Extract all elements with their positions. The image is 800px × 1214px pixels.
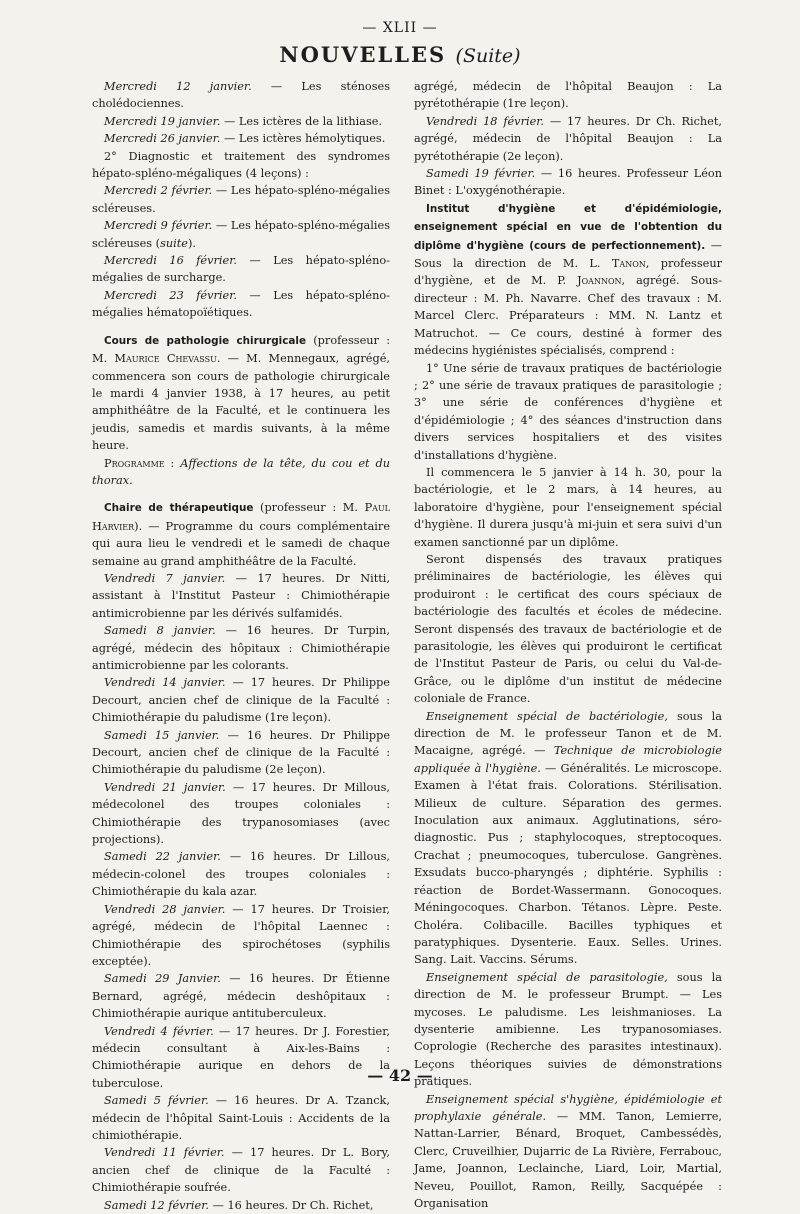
paragraph <box>92 130 390 147</box>
text: Joannon <box>577 274 622 288</box>
paragraph <box>92 727 390 779</box>
date: Vendredi 7 janvier. <box>104 571 226 585</box>
text: Technique de microbiologie appliquée à l'hygiène. <box>414 744 722 775</box>
text: . — M. Mennegaux, agrégé, commencera son cours de pathologie chirurgicale le mardi 4 janvier 1938, à 17 heures, au petit amphithéâtre de la Faculté, et le continuera les jeudis, samedis et mardis suivants, à la même heure. <box>92 352 391 453</box>
text: , agrégé. Sous-directeur : M. Ph. Navarre. Chef des travaux : M. Marcel Clerc. Préparateurs : MM. N. Lantz et Matruchot. — Ce cours, destiné à former des médecins hygiénistes spécialisés, comprend : <box>414 274 723 358</box>
text: — 16 heures. Dr Turpin, agrégé, médecin des hôpitaux : Chimiothérapie antimicrobienne par les colorants. <box>92 624 391 672</box>
paragraph <box>92 848 390 900</box>
text: — 17 heures. Dr Millous, médecolonel des troupes coloniales : Chimiothérapie des trypanosomiases (avec projections). <box>92 780 391 847</box>
date: Mercredi 9 février. <box>104 219 213 233</box>
text: — 17 heures. Dr Ch. Richet, agrégé, médecin de l'hôpital Beaujon : La pyrétothérapie (2e leçon). <box>414 114 722 163</box>
date: Mercredi 19 janvier. <box>104 114 221 128</box>
text: — Les hépato-spléno-mégalies hématopoïétiques. <box>92 288 390 320</box>
text: — 16 heures. Dr Étienne Bernard, agrégé, médecin deshôpitaux : Chimiothérapie aurique antituberculeux. <box>92 972 390 1021</box>
text: ). <box>188 236 196 250</box>
date: Mercredi 26 janvier. <box>104 132 221 146</box>
text: Paul Harvier <box>92 501 390 533</box>
text: — 16 heures. Professeur Léon Binet : L'oxygénothérapie. <box>414 167 722 198</box>
text: — Les hépato-spléno-mégalies scléreuses. <box>92 184 391 215</box>
paragraph <box>92 455 390 490</box>
date: Vendredi 11 février. <box>104 1146 225 1160</box>
paragraph <box>92 287 390 322</box>
paragraph <box>92 779 390 849</box>
right-column <box>414 78 722 1212</box>
date: Vendredi 14 janvier. <box>104 676 226 690</box>
text: ). — Programme du cours complémentaire qui aura lieu le vendredi et le samedi de chaque semaine au grand amphithéâtre de la Faculté. <box>92 519 390 568</box>
text: Enseignement spécial s'hygiène, épidémiologie et prophylaxie générale. <box>414 1092 722 1123</box>
paragraph <box>92 332 390 455</box>
paragraph <box>92 78 390 113</box>
page-number: — 42 — <box>367 1066 433 1085</box>
paragraph <box>92 570 390 622</box>
text: — Les sténoses cholédociennes. <box>92 80 390 111</box>
text: Enseignement spécial de bactériologie, <box>426 709 668 723</box>
text: : <box>164 456 181 470</box>
text: suite <box>160 236 188 250</box>
text: , professeur d'hygiène, et de M. P. <box>414 257 722 288</box>
date: Vendredi 28 janvier. <box>104 902 226 916</box>
date: Samedi 29 Janvier. <box>104 972 221 986</box>
text: — Les ictères de la lithiase. <box>220 114 383 128</box>
date: Vendredi 18 février. <box>426 114 545 128</box>
paragraph <box>414 200 722 360</box>
text: Enseignement spécial de parasitologie, <box>426 970 668 984</box>
section-heading: Cours de pathologie chirurgicale <box>104 334 307 347</box>
date: Mercredi 2 février. <box>104 184 213 198</box>
paragraph <box>92 901 390 971</box>
text: — 17 heures. Dr Nitti, assistant à l'Institut Pasteur : Chimiothérapie antimicrobienne par les dérivés sulfamidés. <box>92 571 390 620</box>
text: — 17 heures. Dr L. Bory, ancien chef de clinique de la Faculté : Chimiothérapie soufrée. <box>92 1146 390 1195</box>
title-suite: (Suite) <box>455 45 521 67</box>
text: — MM. Tanon, Lemierre, Nattan-Larrier, Bénard, Broquet, Cambessédès, Clerc, Cruveilhier, Dujarric de La Rivière, Ferrabouc, Jame, Joannon, Leclainche, Liard, Loir, Martial, Neveu, Pouillot, Ramon, Reilly, Sacquépée : Organisation <box>414 1109 723 1210</box>
paragraph: 1° Une série de travaux pratiques de bactériologie ; 2° une série de travaux pratiques de parasitologie ; 3° une série de conférences d'hygiène et d'épidémiologie ; 4° des séances d'instruction dans divers services hospitaliers et des visites d'installations d'hygiène. <box>414 361 722 462</box>
paragraph <box>92 217 390 252</box>
roman-page-number: — XLII — <box>362 20 438 36</box>
text: sous la direction de M. le professeur Brumpt. — Les mycoses. Le paludisme. Les leishmanioses. La dysenterie amibienne. Les trypanosomiases. Coprologie (Recherche des parasites intestinaux). Leçons théoriques suivies de démonstrations pratiques. <box>414 970 722 1089</box>
paragraph <box>92 674 390 726</box>
date: Mercredi 23 février. <box>104 288 237 302</box>
paragraph: 2° Diagnostic et traitement des syndromes hépato-spléno-mégaliques (4 leçons) : <box>92 149 390 181</box>
text: — Les hépato-spléno-mégalies de surcharge. <box>92 254 390 285</box>
paragraph <box>92 1092 390 1144</box>
text: Programme <box>104 456 165 470</box>
date: Samedi 5 février. <box>104 1094 209 1108</box>
text: — 17 heures. Dr J. Forestier, médecin consultant à Aix-les-Bains : Chimiothérapie aurique en dehors de la tuberculose. <box>92 1024 390 1090</box>
date: Mercredi 12 janvier. <box>104 80 252 93</box>
date: Samedi 15 janvier. <box>104 728 220 742</box>
text: — 16 heures. Dr Ch. Richet, <box>208 1198 374 1212</box>
paragraph <box>92 1144 390 1196</box>
date: Samedi 19 février. <box>426 167 536 181</box>
section-title <box>0 42 800 67</box>
date: Samedi 12 février. <box>104 1198 209 1212</box>
paragraph: agrégé, médecin de l'hôpital Beaujon : La pyrétothérapie (1re leçon). <box>414 80 722 111</box>
paragraph <box>92 499 390 570</box>
paragraph: Il commencera le 5 janvier à 14 h. 30, pour la bactériologie, et le 2 mars, à 14 heures, au laboratoire d'hygiène, pour l'enseignement spécial d'hygiène. Il durera jusqu'à mi-juin et sera suivi d'un examen sanctionné par un diplôme. <box>414 465 722 549</box>
paragraph: Seront dispensés des travaux pratiques préliminaires de bactériologie, les élèves qui produiront : le certificat des cours spéciaux de bactériologie des facultés et écoles de médecine. Seront dispensés des travaux de bactériologie et de parasitologie, les élèves qui produiront le certificat de l'Institut Pasteur de Paris, ou celui du Val-de-Grâce, ou le diplôme d'un institut de médecine coloniale de France. <box>414 552 722 706</box>
date: Mercredi 16 février. <box>104 254 237 268</box>
date: Samedi 22 janvier. <box>104 850 221 864</box>
text: — Les hépato-spléno-mégalies scléreuses ( <box>92 219 391 250</box>
text: sous la direction de M. le professeur Tanon et de M. Macaigne, agrégé. — <box>414 709 723 758</box>
text: — 16 heures. Dr A. Tzanck, médecin de l'hôpital Saint-Louis : Accidents de la chimiothérapie. <box>92 1094 390 1142</box>
text: — Les ictères hémolytiques. <box>220 132 386 146</box>
paragraph <box>414 708 722 969</box>
left-column <box>92 78 390 1214</box>
paragraph <box>414 1091 722 1213</box>
text: — Sous la direction de M. L. <box>414 238 723 271</box>
text: — 17 heures. Dr Philippe Decourt, ancien chef de clinique de la Faculté : Chimiothérapie du paludisme (1re leçon). <box>92 676 390 725</box>
text: Maurice Chevassu <box>114 352 217 366</box>
text: — Généralités. Le microscope. Examen à l'état frais. Colorations. Stérilisation. Milieux de culture. Séparation des germes. Inoculation aux animaux. Agglutinations, séro-diagnostic. Pus ; staphylocoques, streptocoques. Crachat ; pneumocoques, tuberculose. Gangrènes. Exsudats bucco-pharyngés ; diphtérie. Syphilis : réaction de Bordet-Wassermann. Gonocoques. Méningocoques. Charbon. Tétanos. Lèpre. Peste. Choléra. Colibacille. Bacilles typhiques et paratyphiques. Dysenterie. Eaux. Selles. Urines. Sang. Lait. Vaccins. Sérums. <box>414 761 722 967</box>
paragraph <box>92 113 390 130</box>
title-text: NOUVELLES <box>279 42 447 67</box>
paragraph <box>92 970 390 1022</box>
section-heading: Institut d'hygiène et d'épidémiologie, enseignement spécial en vue de l'obtention du diplôme d'hygiène (cours de perfectionnement). <box>414 202 722 252</box>
text: (professeur : M. <box>92 333 390 366</box>
paragraph <box>92 622 390 674</box>
text: (professeur : M. <box>253 501 365 515</box>
section-heading: Chaire de thérapeutique <box>104 502 254 515</box>
date: Samedi 8 janvier. <box>104 624 216 638</box>
date: Vendredi 21 janvier. <box>104 780 226 794</box>
date: Vendredi 4 février. <box>104 1024 214 1038</box>
text: — 16 heures. Dr Lillous, médecin-colonel des troupes coloniales : Chimiothérapie du kala azar. <box>92 850 390 899</box>
paragraph <box>92 182 390 217</box>
paragraph <box>414 165 722 200</box>
text: — 17 heures. Dr Troisier, agrégé, médecin de l'hôpital Laennec : Chimiothérapie des spirochétoses (syphilis exceptée). <box>92 902 390 968</box>
paragraph <box>414 113 722 165</box>
text: Tanon <box>611 257 646 271</box>
paragraph <box>92 252 390 287</box>
text: Affections de la tête, du cou et du thorax. <box>92 456 390 487</box>
text: — 16 heures. Dr Philippe Decourt, ancien chef de clinique de la Faculté : Chimiothérapie du paludisme (2e leçon). <box>92 728 391 777</box>
paragraph <box>92 1197 390 1214</box>
